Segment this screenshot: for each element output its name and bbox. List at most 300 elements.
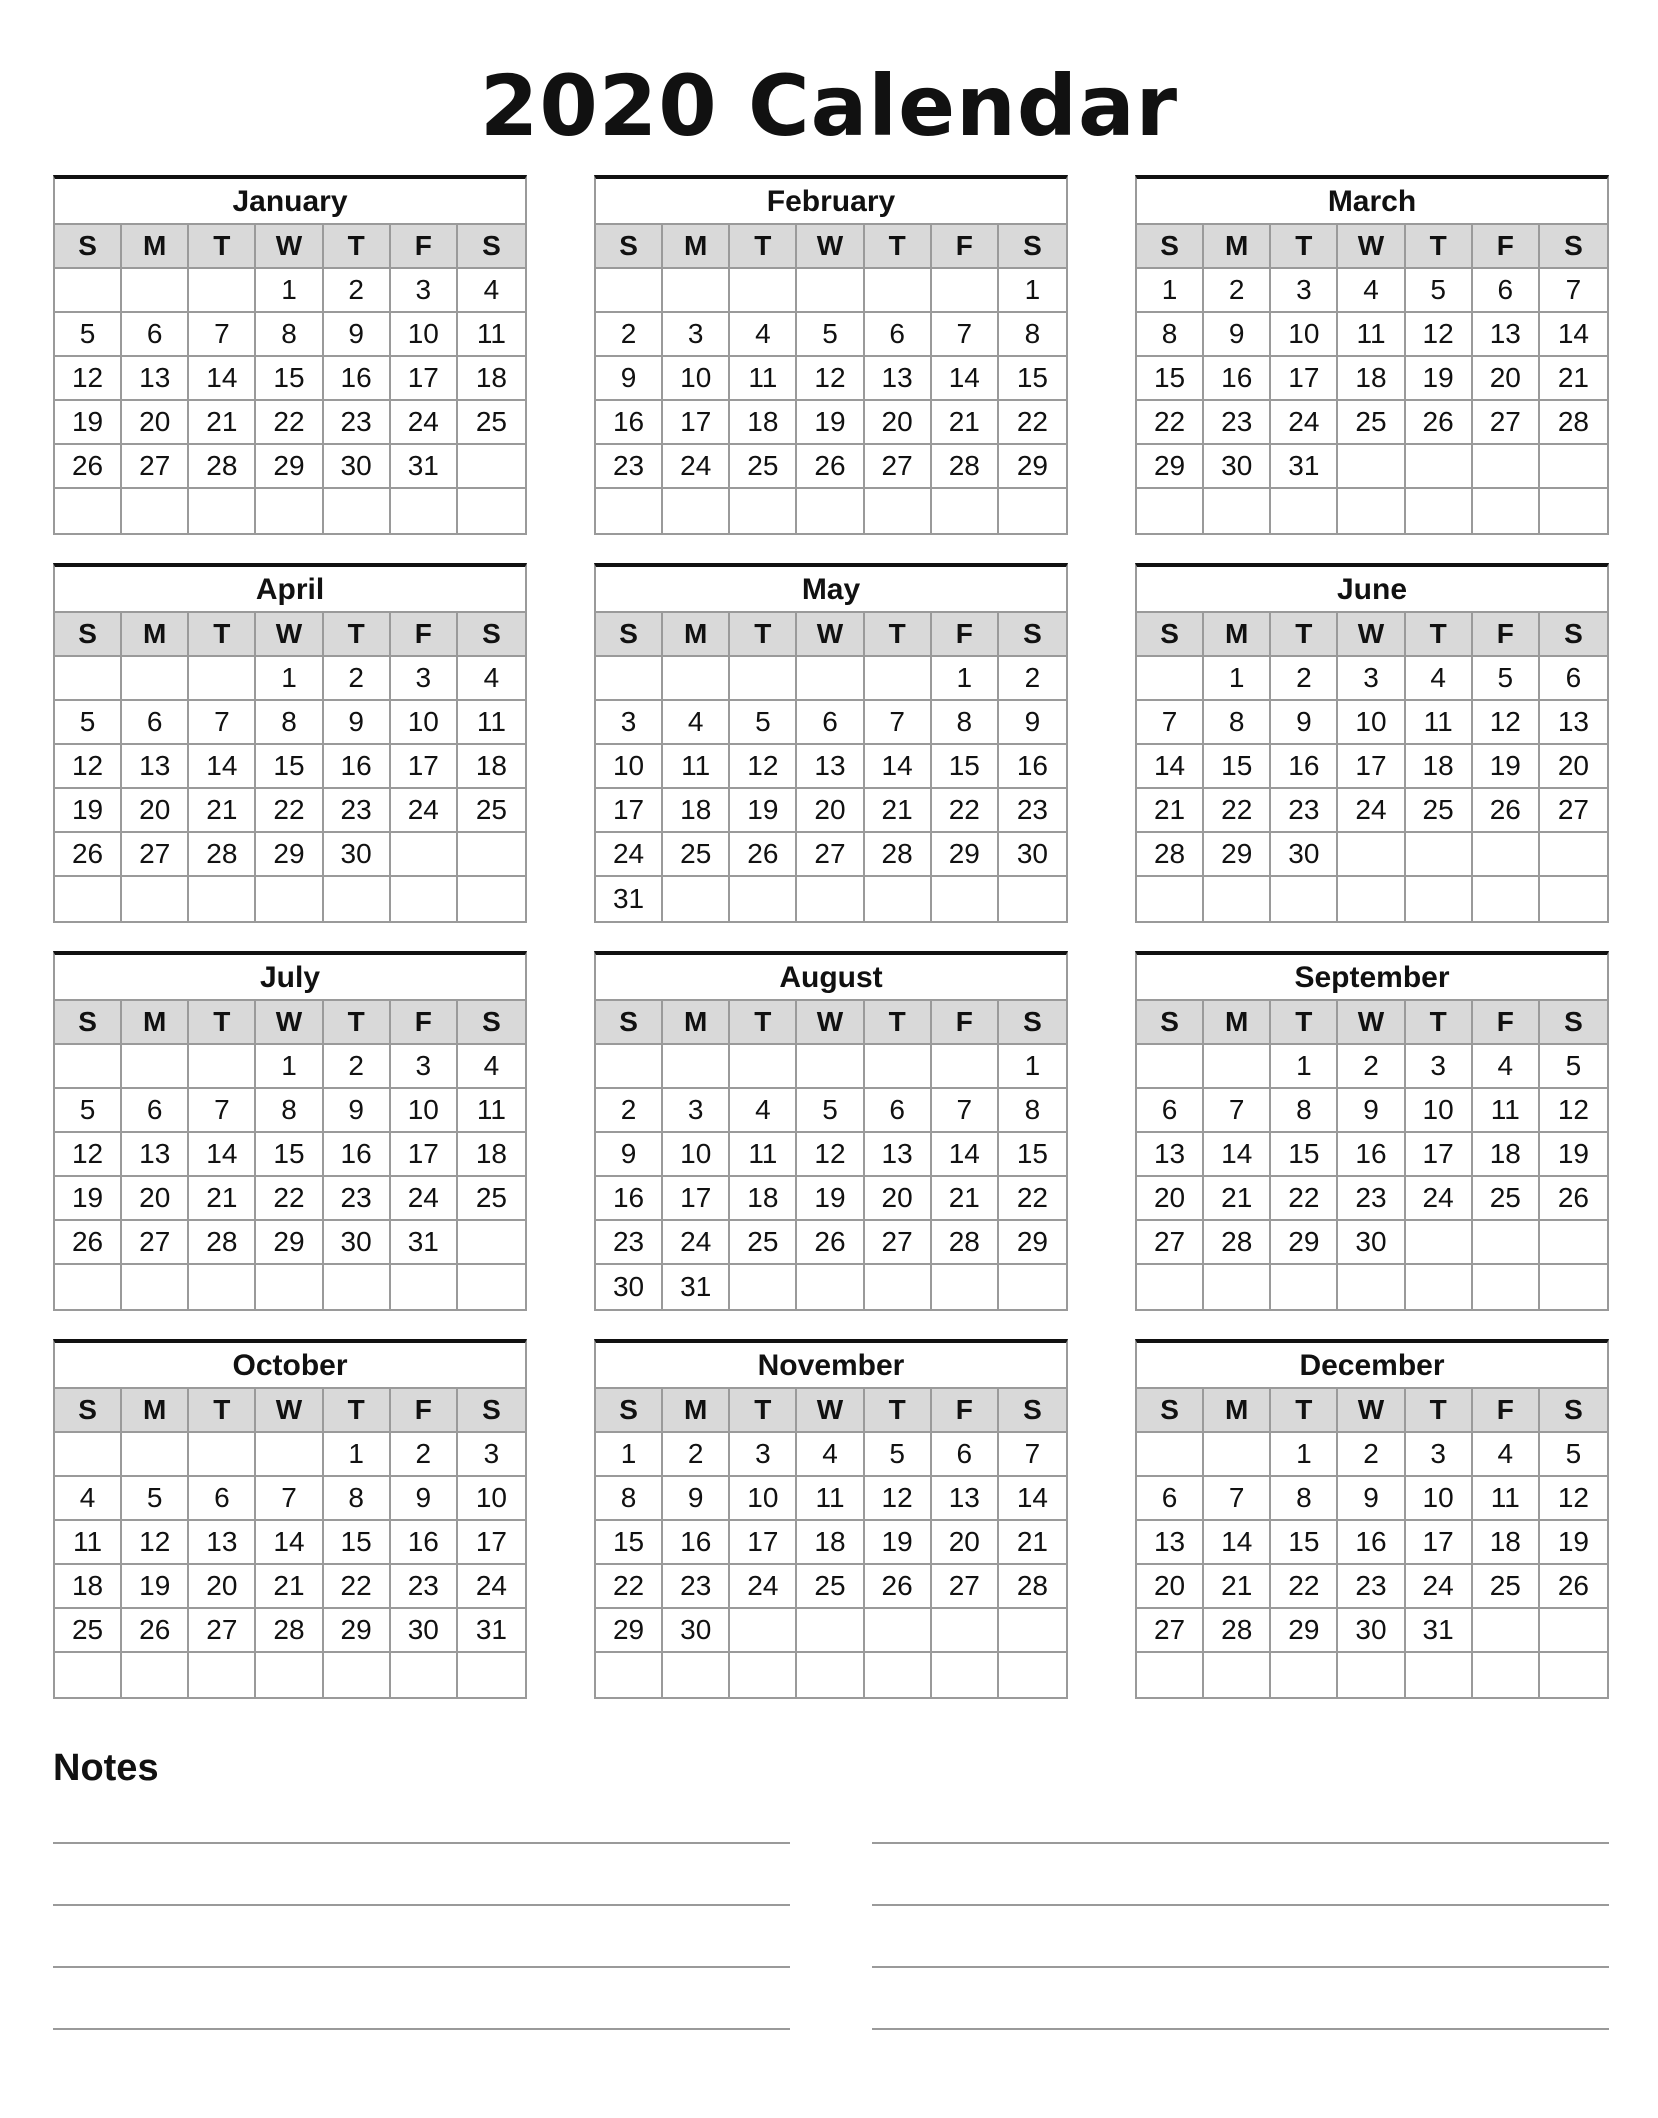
day-cell: 16 (324, 357, 391, 399)
day-cell (1204, 1433, 1271, 1475)
week-row (596, 1609, 1066, 1653)
day-cell: 2 (1338, 1433, 1405, 1475)
weekday-label: F (391, 613, 458, 655)
day-cell (55, 657, 122, 699)
day-cell (730, 657, 797, 699)
day-cell: 30 (1204, 445, 1271, 487)
day-cell: 31 (1406, 1609, 1473, 1651)
day-cell (458, 1221, 525, 1263)
day-cell: 17 (663, 401, 730, 443)
week-row (55, 1609, 525, 1653)
day-cell: 19 (797, 1177, 864, 1219)
week-row (596, 357, 1066, 401)
day-cell: 24 (1271, 401, 1338, 443)
day-cell: 4 (1406, 657, 1473, 699)
day-cell: 28 (189, 833, 256, 875)
day-cell: 31 (663, 1265, 730, 1309)
day-cell: 18 (1473, 1133, 1540, 1175)
week-row (596, 1521, 1066, 1565)
day-cell (730, 1609, 797, 1651)
day-cell (1137, 1433, 1204, 1475)
day-cell: 28 (1204, 1609, 1271, 1651)
day-cell: 15 (1016, 362, 1048, 393)
day-cell: 21 (1204, 1177, 1271, 1219)
day-cell (189, 1265, 256, 1309)
week-row (1137, 1045, 1607, 1089)
day-cell: 1 (1024, 1050, 1041, 1081)
day-cell (663, 1653, 730, 1697)
day-cell: 14 (256, 1521, 323, 1563)
day-cell: 1 (256, 1045, 323, 1087)
day-cell: 29 (256, 1221, 323, 1263)
day-cell: 25 (55, 1609, 122, 1651)
week-row (55, 1221, 525, 1265)
weekday-label: S (1564, 1394, 1583, 1425)
day-cell: 11 (730, 357, 797, 399)
day-cell (122, 1433, 189, 1475)
day-cell (596, 489, 663, 533)
day-cell: 5 (55, 1089, 122, 1131)
day-cell (865, 1265, 932, 1309)
day-cell: 23 (324, 401, 391, 443)
day-cell: 19 (1473, 745, 1540, 787)
day-cell: 2 (663, 1433, 730, 1475)
day-cell: 11 (476, 706, 506, 737)
day-cell (865, 1609, 932, 1651)
day-cell: 9 (324, 313, 391, 355)
day-cell: 15 (1271, 1133, 1338, 1175)
day-cell: 2 (596, 313, 663, 355)
day-cell: 26 (865, 1565, 932, 1607)
week-row (1137, 1265, 1607, 1309)
day-cell: 23 (1204, 401, 1271, 443)
day-cell: 24 (475, 1570, 507, 1601)
weekday-label: T (1406, 1001, 1473, 1043)
day-cell (1338, 833, 1405, 875)
day-cell (1406, 877, 1473, 921)
day-cell: 5 (122, 1477, 189, 1519)
day-cell: 15 (1271, 1521, 1338, 1563)
day-cell (122, 1045, 189, 1087)
day-cell (189, 1045, 256, 1087)
day-cell (458, 833, 525, 875)
weekday-header-row (1137, 1389, 1607, 1433)
day-cell: 19 (55, 401, 122, 443)
day-cell: 23 (1338, 1565, 1405, 1607)
week-row (55, 1565, 525, 1609)
notes-column-right (872, 1842, 1609, 2030)
day-cell (189, 269, 256, 311)
day-cell: 6 (189, 1477, 256, 1519)
day-cell: 27 (1557, 794, 1589, 825)
weekday-label: S (596, 225, 663, 267)
day-cell: 20 (122, 401, 189, 443)
day-cell: 28 (1557, 406, 1589, 437)
week-row (596, 1433, 1066, 1477)
week-row (55, 1177, 525, 1221)
weeks (55, 1045, 525, 1309)
weekday-label: T (1406, 1389, 1473, 1431)
month-name: January (55, 179, 525, 225)
day-cell: 10 (730, 1477, 797, 1519)
day-cell (122, 269, 189, 311)
day-cell: 4 (1473, 1045, 1540, 1087)
day-cell: 5 (55, 313, 122, 355)
week-row (55, 1265, 525, 1309)
week-row (55, 401, 525, 445)
weekday-label: M (1204, 225, 1271, 267)
day-cell: 6 (797, 701, 864, 743)
day-cell: 27 (1137, 1221, 1204, 1263)
day-cell (391, 877, 458, 921)
day-cell: 30 (1016, 838, 1048, 869)
day-cell: 13 (1473, 313, 1540, 355)
day-cell: 19 (730, 789, 797, 831)
day-cell: 30 (1338, 1609, 1405, 1651)
day-cell: 20 (865, 401, 932, 443)
day-cell: 11 (1473, 1089, 1540, 1131)
day-cell: 8 (256, 313, 323, 355)
day-cell: 17 (730, 1521, 797, 1563)
day-cell: 12 (1473, 701, 1540, 743)
day-cell: 30 (324, 1221, 391, 1263)
day-cell (932, 1265, 999, 1309)
weekday-label: S (1564, 618, 1583, 649)
day-cell: 27 (122, 833, 189, 875)
note-line (872, 2028, 1609, 2030)
day-cell (391, 1653, 458, 1697)
day-cell: 16 (1271, 745, 1338, 787)
day-cell: 12 (55, 1133, 122, 1175)
day-cell: 9 (1338, 1089, 1405, 1131)
day-cell (1406, 1221, 1473, 1263)
day-cell: 22 (932, 789, 999, 831)
day-cell: 16 (1338, 1133, 1405, 1175)
day-cell: 17 (391, 745, 458, 787)
day-cell (1204, 1265, 1271, 1309)
day-cell: 7 (1024, 1438, 1041, 1469)
day-cell: 25 (1338, 401, 1405, 443)
day-cell: 29 (1271, 1221, 1338, 1263)
day-cell: 26 (55, 833, 122, 875)
week-row (596, 1265, 1066, 1309)
week-row (1137, 877, 1607, 921)
day-cell: 6 (122, 1089, 189, 1131)
day-cell (1473, 1653, 1540, 1697)
day-cell: 16 (324, 745, 391, 787)
weekday-label: T (324, 1001, 391, 1043)
day-cell: 21 (1016, 1526, 1048, 1557)
day-cell: 26 (797, 445, 864, 487)
day-cell: 29 (1016, 450, 1048, 481)
day-cell: 10 (391, 701, 458, 743)
week-row (55, 445, 525, 489)
weekday-label: W (256, 613, 323, 655)
day-cell (55, 1433, 122, 1475)
day-cell: 17 (1338, 745, 1405, 787)
day-cell (596, 1653, 663, 1697)
day-cell: 14 (1137, 745, 1204, 787)
day-cell: 25 (1406, 789, 1473, 831)
month-march (1135, 175, 1609, 535)
weekday-label: W (797, 613, 864, 655)
day-cell: 30 (324, 445, 391, 487)
weekday-header-row (1137, 613, 1607, 657)
weekday-label: S (596, 613, 663, 655)
day-cell: 2 (1204, 269, 1271, 311)
day-cell (999, 877, 1066, 921)
month-june (1135, 563, 1609, 923)
day-cell (1473, 489, 1540, 533)
day-cell (1540, 1265, 1607, 1309)
day-cell (797, 1609, 864, 1651)
day-cell: 14 (1557, 318, 1589, 349)
day-cell: 7 (1204, 1477, 1271, 1519)
week-row (55, 1045, 525, 1089)
day-cell: 25 (475, 406, 507, 437)
day-cell (1137, 489, 1204, 533)
month-name: December (1137, 1343, 1607, 1389)
day-cell (391, 833, 458, 875)
day-cell (256, 1265, 323, 1309)
day-cell (1271, 1265, 1338, 1309)
day-cell (122, 877, 189, 921)
day-cell: 6 (865, 1089, 932, 1131)
day-cell: 2 (1271, 657, 1338, 699)
weekday-label: M (122, 1001, 189, 1043)
day-cell: 11 (797, 1477, 864, 1519)
day-cell: 14 (932, 357, 999, 399)
day-cell (189, 1433, 256, 1475)
day-cell (458, 1265, 525, 1309)
day-cell: 16 (391, 1521, 458, 1563)
day-cell: 26 (1557, 1570, 1589, 1601)
day-cell: 2 (596, 1089, 663, 1131)
day-cell (1473, 445, 1540, 487)
day-cell (797, 489, 864, 533)
day-cell: 14 (1204, 1521, 1271, 1563)
weeks (55, 269, 525, 533)
day-cell: 18 (1338, 357, 1405, 399)
day-cell: 9 (1204, 313, 1271, 355)
day-cell: 18 (55, 1565, 122, 1607)
day-cell (865, 1653, 932, 1697)
day-cell (458, 489, 525, 533)
day-cell: 26 (55, 445, 122, 487)
day-cell (1406, 445, 1473, 487)
weekday-label: M (663, 1389, 730, 1431)
day-cell: 15 (1016, 1138, 1048, 1169)
week-row (1137, 1609, 1607, 1653)
day-cell: 10 (1406, 1089, 1473, 1131)
day-cell: 13 (797, 745, 864, 787)
day-cell: 20 (189, 1565, 256, 1607)
day-cell: 9 (663, 1477, 730, 1519)
day-cell (1137, 877, 1204, 921)
week-row (1137, 833, 1607, 877)
day-cell: 11 (476, 318, 506, 349)
week-row (55, 877, 525, 921)
weekday-label: T (189, 225, 256, 267)
weekday-label: M (122, 1389, 189, 1431)
day-cell: 28 (1137, 833, 1204, 875)
day-cell (797, 1045, 864, 1087)
day-cell: 4 (730, 313, 797, 355)
day-cell: 24 (391, 401, 458, 443)
weekday-label: W (1338, 225, 1405, 267)
day-cell: 14 (932, 1133, 999, 1175)
day-cell: 9 (324, 701, 391, 743)
day-cell: 25 (1473, 1565, 1540, 1607)
day-cell: 23 (663, 1565, 730, 1607)
day-cell (324, 489, 391, 533)
day-cell (122, 1265, 189, 1309)
day-cell: 19 (122, 1565, 189, 1607)
day-cell: 15 (324, 1521, 391, 1563)
day-cell: 14 (1016, 1482, 1048, 1513)
day-cell: 21 (189, 789, 256, 831)
day-cell: 30 (1338, 1221, 1405, 1263)
day-cell: 29 (932, 833, 999, 875)
day-cell (1406, 1265, 1473, 1309)
day-cell: 24 (730, 1565, 797, 1607)
day-cell (55, 877, 122, 921)
day-cell: 3 (1338, 657, 1405, 699)
day-cell: 17 (1271, 357, 1338, 399)
day-cell: 31 (1271, 445, 1338, 487)
day-cell (1271, 1653, 1338, 1697)
day-cell: 12 (55, 745, 122, 787)
weeks (1137, 657, 1607, 921)
day-cell: 3 (1406, 1433, 1473, 1475)
weekday-label: S (1137, 225, 1204, 267)
weekday-label: S (482, 1394, 501, 1425)
day-cell: 6 (1565, 662, 1582, 693)
day-cell: 15 (932, 745, 999, 787)
day-cell: 9 (1024, 706, 1041, 737)
day-cell: 28 (189, 1221, 256, 1263)
week-row (596, 489, 1066, 533)
day-cell: 31 (475, 1614, 507, 1645)
day-cell: 21 (932, 401, 999, 443)
day-cell: 19 (865, 1521, 932, 1563)
day-cell: 27 (865, 1221, 932, 1263)
day-cell: 19 (797, 401, 864, 443)
day-cell: 20 (932, 1521, 999, 1563)
day-cell: 4 (483, 1050, 500, 1081)
day-cell (458, 1653, 525, 1697)
day-cell (324, 1265, 391, 1309)
day-cell: 9 (1271, 701, 1338, 743)
week-row (55, 1133, 525, 1177)
day-cell: 13 (865, 1133, 932, 1175)
day-cell: 13 (1137, 1133, 1204, 1175)
week-row (1137, 657, 1607, 701)
day-cell: 16 (324, 1133, 391, 1175)
page-title: 2020 Calendar (479, 57, 1179, 155)
day-cell: 23 (324, 1177, 391, 1219)
month-name: April (55, 567, 525, 613)
day-cell: 5 (1406, 269, 1473, 311)
day-cell: 7 (1565, 274, 1582, 305)
day-cell: 10 (1338, 701, 1405, 743)
week-row (1137, 357, 1607, 401)
day-cell: 15 (1137, 357, 1204, 399)
day-cell: 18 (475, 362, 507, 393)
notes-lines (53, 1842, 1609, 2030)
weekday-label: M (663, 1001, 730, 1043)
day-cell (1137, 1045, 1204, 1087)
day-cell: 11 (730, 1133, 797, 1175)
day-cell: 15 (256, 1133, 323, 1175)
day-cell (324, 1653, 391, 1697)
day-cell: 13 (1557, 706, 1589, 737)
month-january (53, 175, 527, 535)
day-cell: 14 (189, 745, 256, 787)
weekday-label: S (1023, 1006, 1042, 1037)
week-row (55, 657, 525, 701)
day-cell: 8 (1204, 701, 1271, 743)
day-cell: 5 (1565, 1050, 1582, 1081)
day-cell: 26 (797, 1221, 864, 1263)
weekday-label: W (1338, 1389, 1405, 1431)
day-cell: 25 (730, 1221, 797, 1263)
week-row (596, 313, 1066, 357)
day-cell: 8 (596, 1477, 663, 1519)
day-cell (55, 1653, 122, 1697)
day-cell: 24 (596, 833, 663, 875)
day-cell: 5 (865, 1433, 932, 1475)
weekday-label: M (663, 225, 730, 267)
day-cell (1473, 877, 1540, 921)
note-line (872, 1842, 1609, 1844)
weekday-label: M (1204, 613, 1271, 655)
weekday-header-row (55, 225, 525, 269)
day-cell: 29 (1137, 445, 1204, 487)
weekday-label: T (730, 1001, 797, 1043)
day-cell (189, 877, 256, 921)
day-cell: 7 (932, 313, 999, 355)
day-cell: 9 (596, 357, 663, 399)
day-cell: 4 (1338, 269, 1405, 311)
weekday-label: W (797, 1001, 864, 1043)
day-cell: 10 (596, 745, 663, 787)
week-row (55, 1477, 525, 1521)
month-may (594, 563, 1068, 923)
week-row (596, 833, 1066, 877)
week-row (1137, 1433, 1607, 1477)
weekday-label: T (1406, 225, 1473, 267)
week-row (55, 489, 525, 533)
day-cell: 22 (1204, 789, 1271, 831)
day-cell: 13 (865, 357, 932, 399)
day-cell (1137, 657, 1204, 699)
weekday-label: F (1473, 613, 1540, 655)
day-cell: 8 (324, 1477, 391, 1519)
day-cell: 13 (1137, 1521, 1204, 1563)
weeks (596, 1433, 1066, 1697)
weekday-label: S (1564, 230, 1583, 261)
day-cell (55, 489, 122, 533)
weeks (55, 657, 525, 921)
day-cell: 1 (1024, 274, 1041, 305)
day-cell: 8 (256, 1089, 323, 1131)
weekday-label: S (55, 225, 122, 267)
note-line (53, 1842, 790, 1844)
weekday-label: F (1473, 1389, 1540, 1431)
week-row (596, 445, 1066, 489)
weekday-label: W (256, 1001, 323, 1043)
